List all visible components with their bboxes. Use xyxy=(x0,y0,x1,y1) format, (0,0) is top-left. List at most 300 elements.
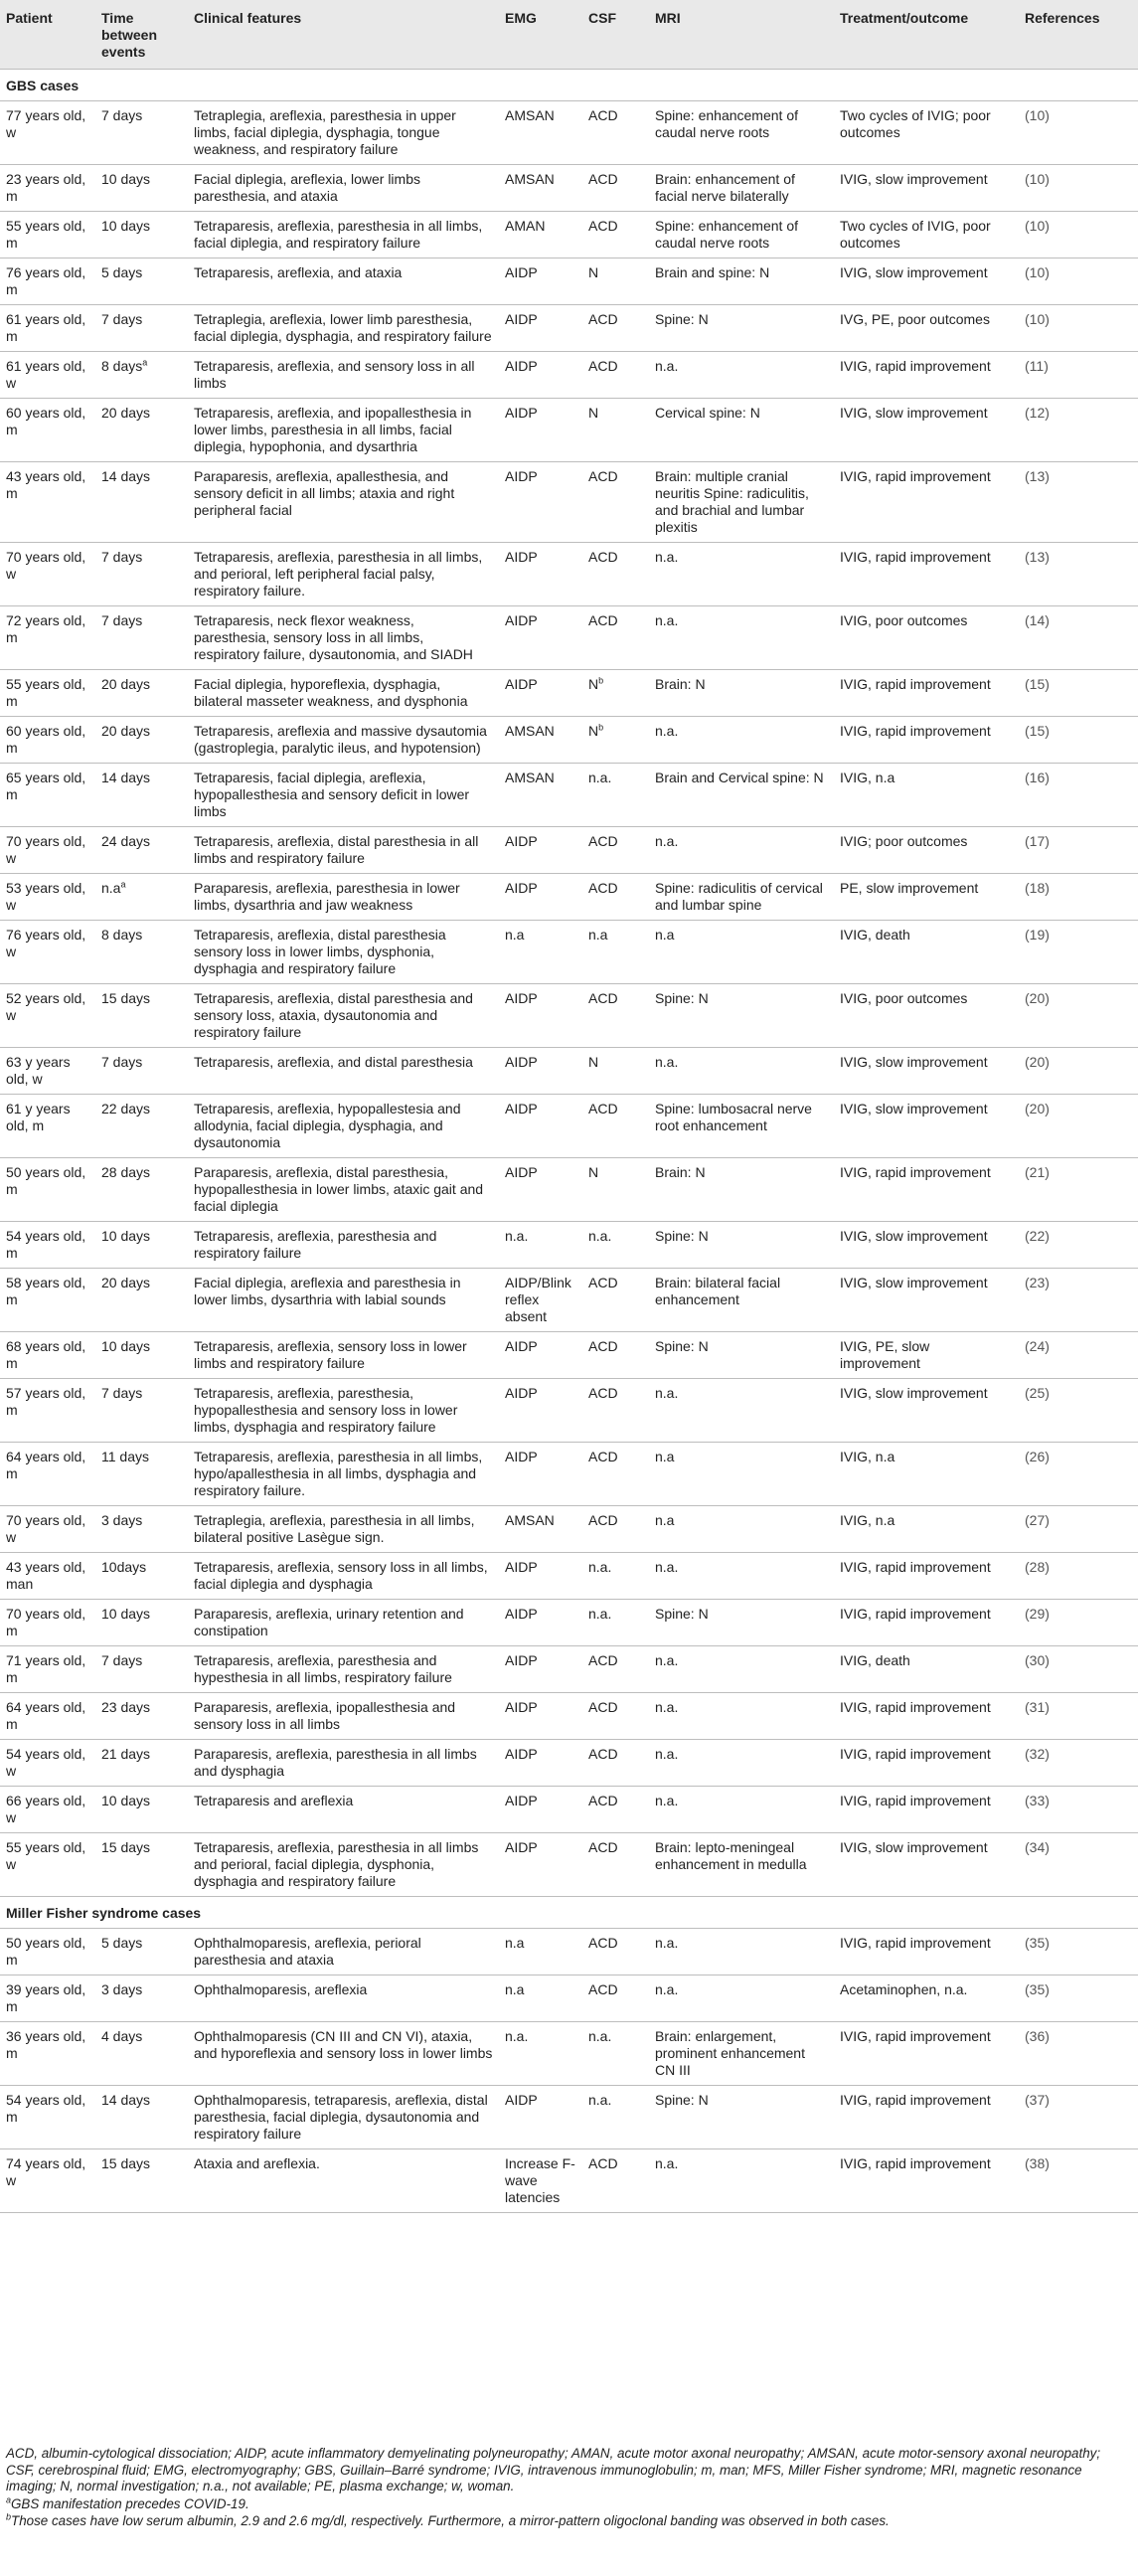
cell-emg xyxy=(499,1095,582,1158)
cell-csf xyxy=(582,1269,649,1332)
cell-clinical-text: Tetraparesis, areflexia, sensory loss in all limbs, facial diplegia and dysphagia xyxy=(194,1559,488,1592)
cell-mri-text: n.a xyxy=(655,1449,675,1464)
cell-csf xyxy=(582,1048,649,1095)
cell-mri xyxy=(649,212,834,258)
cell-treatment-text: IVIG, slow improvement xyxy=(840,405,988,421)
cell-csf-text: N xyxy=(588,723,599,739)
cell-mri xyxy=(649,874,834,921)
cell-csf-text: ACD xyxy=(588,107,618,123)
cell-time-text: 20 days xyxy=(101,723,151,739)
cell-reference-text: (16) xyxy=(1025,770,1050,785)
cell-treatment xyxy=(834,1506,1019,1553)
cell-clinical-text: Tetraparesis, areflexia, and distal paresthesia xyxy=(194,1054,473,1070)
cell-patient xyxy=(0,1332,95,1379)
cell-patient-text: 64 years old, m xyxy=(6,1699,86,1732)
cell-csf-text: n.a. xyxy=(588,2028,612,2044)
cell-clinical-text: Ataxia and areflexia. xyxy=(194,2155,320,2171)
cell-mri xyxy=(649,717,834,764)
cell-patient xyxy=(0,258,95,305)
table-row xyxy=(0,1048,1138,1095)
cell-time-text: 14 days xyxy=(101,770,151,785)
cell-patient-text: 60 years old, m xyxy=(6,405,86,437)
cell-time-text: 10 days xyxy=(101,171,151,187)
cell-time xyxy=(95,1158,188,1222)
cell-mri-text: n.a. xyxy=(655,549,679,565)
cell-csf xyxy=(582,717,649,764)
cell-time xyxy=(95,670,188,717)
table-row xyxy=(0,258,1138,305)
cell-mri-text: Spine: N xyxy=(655,2092,709,2108)
cell-time-text: 10 days xyxy=(101,1228,151,1244)
cell-clinical xyxy=(188,212,499,258)
cell-patient-text: 36 years old, m xyxy=(6,2028,86,2061)
cell-time-text: 15 days xyxy=(101,2155,151,2171)
cell-treatment-text: IVIG, rapid improvement xyxy=(840,676,991,692)
cell-clinical-text: Tetraparesis, areflexia, distal paresthesia sensory loss in lower limbs, dysphonia, dysphagia and respiratory failure xyxy=(194,927,446,976)
cell-csf xyxy=(582,352,649,399)
cell-treatment xyxy=(834,462,1019,543)
cell-reference xyxy=(1019,2149,1138,2213)
cell-time-text: 10 days xyxy=(101,1793,151,1808)
cell-time-text: 5 days xyxy=(101,264,143,280)
cell-patient xyxy=(0,1506,95,1553)
cell-mri-text: n.a. xyxy=(655,1559,679,1575)
cell-time xyxy=(95,1693,188,1740)
cell-patient-text: 77 years old, w xyxy=(6,107,86,140)
cell-time xyxy=(95,399,188,462)
cell-treatment-text: IVIG, slow improvement xyxy=(840,1275,988,1290)
cell-clinical xyxy=(188,921,499,984)
cell-emg-text: AIDP xyxy=(505,676,538,692)
cell-reference-text: (22) xyxy=(1025,1228,1050,1244)
cell-clinical-text: Tetraparesis, areflexia, paresthesia in all limbs, facial diplegia, and respiratory failure xyxy=(194,218,483,251)
cell-clinical-text: Paraparesis, areflexia, distal paresthesia, hypopallesthesia in lower limbs, ataxic gait and facial diplegia xyxy=(194,1164,484,1214)
cell-patient-text: 43 years old, m xyxy=(6,468,86,501)
cell-emg-text: AIDP xyxy=(505,1699,538,1715)
cell-csf xyxy=(582,984,649,1048)
cell-time-text: 7 days xyxy=(101,612,143,628)
cell-csf xyxy=(582,1646,649,1693)
cell-clinical-text: Tetraparesis, neck flexor weakness, paresthesia, sensory loss in all limbs, respiratory failure, dysautonomia, and SIADH xyxy=(194,612,473,662)
cell-emg xyxy=(499,606,582,670)
cell-time xyxy=(95,874,188,921)
cell-clinical xyxy=(188,399,499,462)
col-header-references: References xyxy=(1019,0,1138,70)
cell-csf xyxy=(582,1975,649,2022)
cell-mri xyxy=(649,1158,834,1222)
cell-patient-text: 65 years old, m xyxy=(6,770,86,802)
cell-treatment-text: IVIG, rapid improvement xyxy=(840,2155,991,2171)
cell-patient xyxy=(0,462,95,543)
cell-reference-text: (19) xyxy=(1025,927,1050,943)
cell-reference xyxy=(1019,1222,1138,1269)
cell-csf-text: ACD xyxy=(588,468,618,484)
cell-reference xyxy=(1019,717,1138,764)
cell-mri-text: Brain: bilateral facial enhancement xyxy=(655,1275,781,1307)
cell-mri xyxy=(649,101,834,165)
cell-treatment-text: IVIG, death xyxy=(840,927,910,943)
cell-mri xyxy=(649,165,834,212)
cell-treatment-text: IVIG, rapid improvement xyxy=(840,723,991,739)
cell-mri-text: Spine: enhancement of caudal nerve roots xyxy=(655,107,798,140)
table-row xyxy=(0,352,1138,399)
cell-reference xyxy=(1019,352,1138,399)
cell-csf-text: ACD xyxy=(588,171,618,187)
cell-emg xyxy=(499,462,582,543)
cell-reference xyxy=(1019,258,1138,305)
cell-treatment xyxy=(834,1553,1019,1600)
cell-emg-text: AIDP xyxy=(505,612,538,628)
cell-clinical xyxy=(188,352,499,399)
cell-treatment-text: IVIG, slow improvement xyxy=(840,1228,988,1244)
cell-treatment xyxy=(834,1048,1019,1095)
cell-clinical-text: Facial diplegia, areflexia and paresthesia in lower limbs, dysarthria with labial sounds xyxy=(194,1275,461,1307)
cell-treatment xyxy=(834,1379,1019,1443)
cell-treatment-text: IVIG, slow improvement xyxy=(840,264,988,280)
cell-time xyxy=(95,2086,188,2149)
cell-csf-text: n.a. xyxy=(588,2092,612,2108)
table-row xyxy=(0,1379,1138,1443)
cell-clinical-text: Tetraparesis, areflexia, hypopallestesia and allodynia, facial diplegia, dysphagia, and dysautonomia xyxy=(194,1101,461,1150)
cell-emg xyxy=(499,1740,582,1787)
cell-csf-text: N xyxy=(588,264,599,280)
cell-emg-text: n.a xyxy=(505,1935,525,1951)
cell-clinical xyxy=(188,1222,499,1269)
cell-csf-text: N xyxy=(588,405,599,421)
cell-treatment-text: IVIG, slow improvement xyxy=(840,1054,988,1070)
table-row xyxy=(0,1646,1138,1693)
cell-csf-text: ACD xyxy=(588,1793,618,1808)
cell-mri xyxy=(649,543,834,606)
cell-time-text: 20 days xyxy=(101,676,151,692)
table-row xyxy=(0,1787,1138,1833)
cell-time-footnote-mark: a xyxy=(142,357,148,368)
section-title-gbs: GBS cases xyxy=(0,70,1138,101)
cell-reference-text: (10) xyxy=(1025,218,1050,234)
cell-clinical xyxy=(188,717,499,764)
cell-mri xyxy=(649,1693,834,1740)
cell-emg-text: AIDP xyxy=(505,1559,538,1575)
cell-emg-text: AIDP xyxy=(505,1385,538,1401)
cell-treatment-text: IVG, PE, poor outcomes xyxy=(840,311,990,327)
cell-time xyxy=(95,165,188,212)
cell-clinical-text: Paraparesis, areflexia, paresthesia in all limbs and dysphagia xyxy=(194,1746,477,1779)
cell-treatment-text: PE, slow improvement xyxy=(840,880,979,896)
cell-patient-text: 64 years old, m xyxy=(6,1449,86,1481)
cell-reference xyxy=(1019,1646,1138,1693)
cell-reference-text: (28) xyxy=(1025,1559,1050,1575)
cell-time xyxy=(95,2022,188,2086)
cell-clinical-text: Facial diplegia, hyporeflexia, dysphagia, bilateral masseter weakness, and dysphonia xyxy=(194,676,468,709)
table-row xyxy=(0,1553,1138,1600)
cell-mri xyxy=(649,827,834,874)
cell-reference-text: (35) xyxy=(1025,1935,1050,1951)
cell-mri-text: Spine: N xyxy=(655,311,709,327)
cell-treatment xyxy=(834,352,1019,399)
cell-emg-text: AIDP xyxy=(505,1606,538,1622)
cell-time-text: n.a xyxy=(101,880,121,896)
cell-time xyxy=(95,258,188,305)
cell-patient xyxy=(0,2149,95,2213)
table-row xyxy=(0,1506,1138,1553)
cell-csf-text: ACD xyxy=(588,1839,618,1855)
cell-time-text: 21 days xyxy=(101,1746,151,1762)
cell-csf xyxy=(582,1553,649,1600)
cell-time xyxy=(95,984,188,1048)
cell-treatment-text: IVIG, n.a xyxy=(840,770,895,785)
cell-reference xyxy=(1019,165,1138,212)
cell-time-text: 7 days xyxy=(101,107,143,123)
table-row xyxy=(0,165,1138,212)
cell-emg-text: n.a xyxy=(505,927,525,943)
table-row xyxy=(0,399,1138,462)
cell-reference xyxy=(1019,874,1138,921)
cell-reference xyxy=(1019,2022,1138,2086)
section-title-mfs: Miller Fisher syndrome cases xyxy=(0,1897,1138,1929)
cell-emg-text: AIDP xyxy=(505,311,538,327)
table-row xyxy=(0,1269,1138,1332)
cell-patient xyxy=(0,764,95,827)
cell-mri xyxy=(649,1379,834,1443)
cell-reference-text: (10) xyxy=(1025,171,1050,187)
cell-mri xyxy=(649,1975,834,2022)
cell-patient xyxy=(0,1553,95,1600)
cell-mri-text: Spine: radiculitis of cervical and lumbar spine xyxy=(655,880,823,913)
cell-mri xyxy=(649,305,834,352)
cell-mri-text: n.a. xyxy=(655,833,679,849)
cell-emg xyxy=(499,764,582,827)
cell-reference xyxy=(1019,1379,1138,1443)
cell-csf-text: ACD xyxy=(588,1699,618,1715)
cell-time xyxy=(95,2149,188,2213)
cell-emg xyxy=(499,101,582,165)
cell-csf-text: ACD xyxy=(588,1512,618,1528)
cell-reference-text: (13) xyxy=(1025,549,1050,565)
cell-reference-text: (14) xyxy=(1025,612,1050,628)
cell-csf-text: ACD xyxy=(588,833,618,849)
cell-mri xyxy=(649,1332,834,1379)
cell-csf xyxy=(582,764,649,827)
col-header-csf: CSF xyxy=(582,0,649,70)
cell-patient-text: 70 years old, w xyxy=(6,549,86,582)
cell-emg xyxy=(499,717,582,764)
cell-csf xyxy=(582,399,649,462)
cell-mri xyxy=(649,670,834,717)
footnote-abbreviations: ACD, albumin-cytological dissociation; AIDP, acute inflammatory demyelinating polyneuropathy; AMAN, acute motor axonal neuropathy; AMSAN, acute motor-sensory axonal neuropathy; CSF, cerebrospinal fluid; EMG, electromyography; GBS, Guillain–Barré syndrome; IVIG, intravenous immunoglobulin; m, man; MFS, Miller Fisher syndrome; MRI, magnetic resonance imaging; N, normal investigation; n.a., not available; PE, plasma exchange; w, woman. xyxy=(6,2446,1101,2493)
cell-time xyxy=(95,1553,188,1600)
cell-clinical xyxy=(188,1095,499,1158)
cell-mri xyxy=(649,399,834,462)
cell-treatment xyxy=(834,399,1019,462)
cell-emg xyxy=(499,1269,582,1332)
cell-patient-text: 61 years old, m xyxy=(6,311,86,344)
cell-patient xyxy=(0,1095,95,1158)
cell-patient-text: 39 years old, m xyxy=(6,1981,86,2014)
cell-patient-text: 70 years old, w xyxy=(6,1512,86,1545)
cell-time xyxy=(95,1929,188,1975)
cell-treatment xyxy=(834,717,1019,764)
cell-treatment xyxy=(834,1158,1019,1222)
cell-treatment-text: IVIG, slow improvement xyxy=(840,1385,988,1401)
cell-clinical-text: Tetraparesis, areflexia, paresthesia and respiratory failure xyxy=(194,1228,437,1261)
cell-clinical-text: Tetraparesis, areflexia, paresthesia in all limbs, and perioral, left peripheral facial palsy, respiratory failure. xyxy=(194,549,483,599)
section-row-mfs xyxy=(0,1897,1138,1929)
cell-csf-text: n.a. xyxy=(588,770,612,785)
cell-time-text: 10 days xyxy=(101,1338,151,1354)
cell-time-text: 15 days xyxy=(101,990,151,1006)
cell-patient-text: 76 years old, w xyxy=(6,927,86,959)
footnote-b-text: Those cases have low serum albumin, 2.9 and 2.6 mg/dl, respectively. Furthermore, a mirror-pattern oligoclonal banding was observed in both cases. xyxy=(11,2513,890,2528)
cell-emg-text: AIDP/Blink reflex absent xyxy=(505,1275,571,1324)
cell-clinical-text: Tetraparesis, areflexia, distal paresthesia and sensory loss, ataxia, dysautonomia and respiratory failure xyxy=(194,990,473,1040)
cell-time xyxy=(95,1740,188,1787)
cell-emg xyxy=(499,984,582,1048)
cell-treatment-text: IVIG, rapid improvement xyxy=(840,1746,991,1762)
cell-mri xyxy=(649,1506,834,1553)
cell-clinical-text: Tetraparesis, areflexia, and sensory loss in all limbs xyxy=(194,358,475,391)
cell-treatment xyxy=(834,827,1019,874)
cell-time-text: 7 days xyxy=(101,311,143,327)
cell-patient-text: 55 years old, w xyxy=(6,1839,86,1872)
cell-patient-text: 58 years old, m xyxy=(6,1275,86,1307)
cell-time xyxy=(95,1600,188,1646)
cell-treatment-text: IVIG, rapid improvement xyxy=(840,1935,991,1951)
cell-mri xyxy=(649,1646,834,1693)
cell-treatment xyxy=(834,1693,1019,1740)
cell-mri-text: Spine: N xyxy=(655,1228,709,1244)
cell-emg-text: AMSAN xyxy=(505,723,555,739)
cell-csf xyxy=(582,606,649,670)
cell-time xyxy=(95,212,188,258)
cell-clinical xyxy=(188,1443,499,1506)
cell-clinical xyxy=(188,1975,499,2022)
cell-csf xyxy=(582,1443,649,1506)
cell-patient xyxy=(0,1443,95,1506)
cell-mri-text: Spine: enhancement of caudal nerve roots xyxy=(655,218,798,251)
cell-treatment xyxy=(834,1332,1019,1379)
cell-treatment xyxy=(834,874,1019,921)
cell-treatment xyxy=(834,1833,1019,1897)
cell-csf-text: n.a. xyxy=(588,1228,612,1244)
cell-mri xyxy=(649,921,834,984)
cell-csf-text: n.a. xyxy=(588,1559,612,1575)
cell-csf xyxy=(582,1787,649,1833)
cell-patient-text: 71 years old, m xyxy=(6,1652,86,1685)
cell-treatment xyxy=(834,1269,1019,1332)
cell-csf-text: ACD xyxy=(588,549,618,565)
cell-time xyxy=(95,921,188,984)
cell-patient xyxy=(0,165,95,212)
cell-emg-text: AMSAN xyxy=(505,1512,555,1528)
cell-csf-text: ACD xyxy=(588,2155,618,2171)
cell-mri-text: n.a. xyxy=(655,1981,679,1997)
cell-csf-text: ACD xyxy=(588,990,618,1006)
cell-mri xyxy=(649,1929,834,1975)
cell-reference-text: (31) xyxy=(1025,1699,1050,1715)
cell-reference-text: (30) xyxy=(1025,1652,1050,1668)
cell-patient xyxy=(0,717,95,764)
cell-time xyxy=(95,606,188,670)
cell-patient xyxy=(0,1787,95,1833)
cell-mri-text: n.a. xyxy=(655,723,679,739)
cell-time xyxy=(95,1379,188,1443)
table-row xyxy=(0,717,1138,764)
cell-mri xyxy=(649,1095,834,1158)
cell-reference-text: (23) xyxy=(1025,1275,1050,1290)
cell-emg xyxy=(499,1646,582,1693)
cell-reference-text: (34) xyxy=(1025,1839,1050,1855)
cell-csf-text: ACD xyxy=(588,358,618,374)
cell-reference xyxy=(1019,1975,1138,2022)
cell-treatment xyxy=(834,1787,1019,1833)
footnote-a-mark: a xyxy=(6,2494,12,2505)
cell-time-text: 14 days xyxy=(101,2092,151,2108)
cell-mri-text: n.a. xyxy=(655,1054,679,1070)
cell-clinical-text: Ophthalmoparesis (CN III and CN VI), ataxia, and hyporeflexia and sensory loss in lower limbs xyxy=(194,2028,493,2061)
cell-reference xyxy=(1019,101,1138,165)
cell-reference-text: (15) xyxy=(1025,676,1050,692)
cell-patient xyxy=(0,1222,95,1269)
cell-emg-text: n.a. xyxy=(505,2028,529,2044)
footnote-b-mark: b xyxy=(6,2511,12,2522)
cell-clinical-text: Paraparesis, areflexia, paresthesia in lower limbs, dysarthria and jaw weakness xyxy=(194,880,460,913)
cell-treatment-text: IVIG, PE, slow improvement xyxy=(840,1338,930,1371)
cell-csf xyxy=(582,462,649,543)
cell-patient-text: 68 years old, m xyxy=(6,1338,86,1371)
table-row xyxy=(0,1095,1138,1158)
cell-mri xyxy=(649,1740,834,1787)
cell-clinical xyxy=(188,1158,499,1222)
cell-patient-text: 55 years old, m xyxy=(6,218,86,251)
table-row xyxy=(0,1332,1138,1379)
cell-csf xyxy=(582,2149,649,2213)
cell-treatment-text: Two cycles of IVIG, poor outcomes xyxy=(840,218,991,251)
cell-reference xyxy=(1019,1833,1138,1897)
cell-mri xyxy=(649,2149,834,2213)
cell-csf xyxy=(582,827,649,874)
cell-patient-text: 72 years old, m xyxy=(6,612,86,645)
cell-csf xyxy=(582,1095,649,1158)
cell-emg xyxy=(499,1833,582,1897)
cell-emg-text: n.a. xyxy=(505,1228,529,1244)
cell-patient-text: 76 years old, m xyxy=(6,264,86,297)
cell-mri xyxy=(649,1553,834,1600)
cell-reference xyxy=(1019,1269,1138,1332)
cell-emg-text: AIDP xyxy=(505,1164,538,1180)
cell-emg-text: AIDP xyxy=(505,990,538,1006)
col-header-time: Time between events xyxy=(95,0,188,70)
cell-csf-text: N xyxy=(588,676,599,692)
cell-patient xyxy=(0,606,95,670)
cell-clinical xyxy=(188,165,499,212)
cell-reference-text: (33) xyxy=(1025,1793,1050,1808)
cell-csf-text: N xyxy=(588,1164,599,1180)
cell-emg xyxy=(499,827,582,874)
cell-time xyxy=(95,1975,188,2022)
cell-csf-text: ACD xyxy=(588,218,618,234)
cell-mri xyxy=(649,352,834,399)
cell-time xyxy=(95,1787,188,1833)
cell-treatment-text: IVIG, rapid improvement xyxy=(840,1793,991,1808)
cell-patient xyxy=(0,212,95,258)
cell-clinical-text: Tetraparesis, facial diplegia, areflexia, hypopallesthesia and sensory deficit in lower limbs xyxy=(194,770,470,819)
cell-csf xyxy=(582,1379,649,1443)
cell-csf-footnote-mark: b xyxy=(598,722,604,733)
cell-time xyxy=(95,543,188,606)
cell-treatment xyxy=(834,258,1019,305)
cell-patient xyxy=(0,984,95,1048)
cell-time-text: 7 days xyxy=(101,1054,143,1070)
